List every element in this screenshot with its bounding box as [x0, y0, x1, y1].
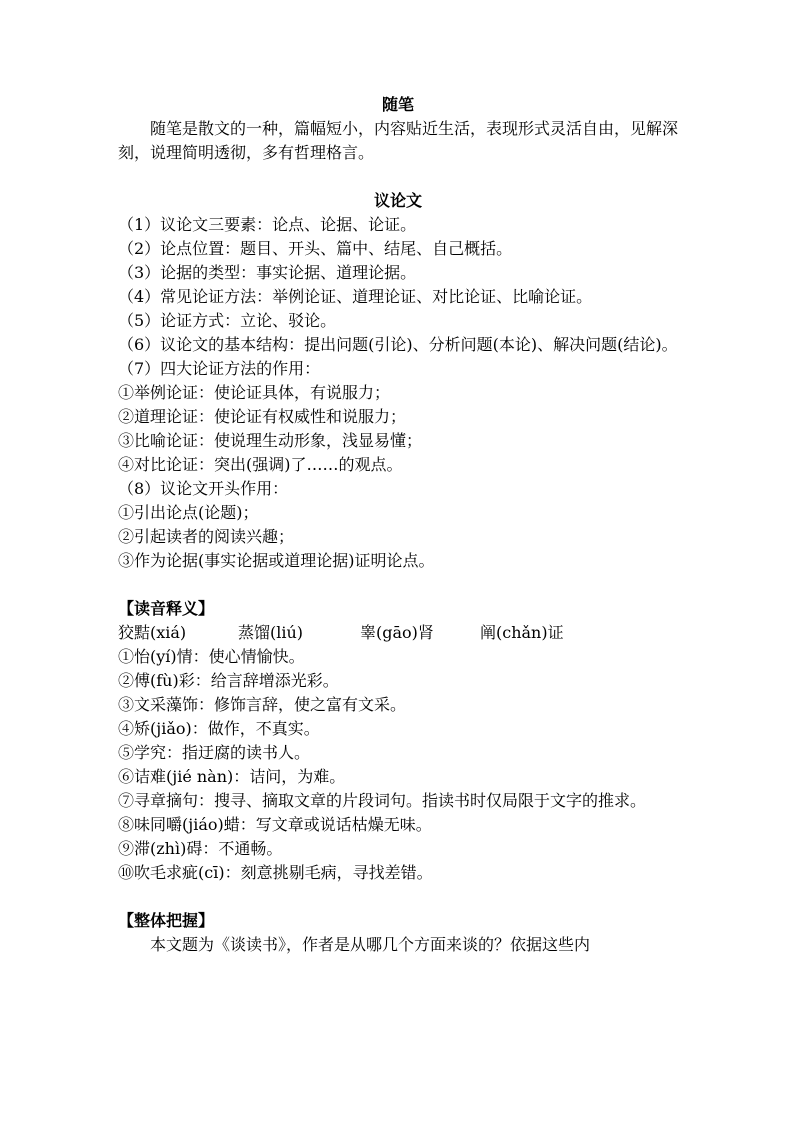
list-item: （1）议论文三要素：论点、论据、论证。 — [118, 215, 417, 234]
list-item: ⑤学究：指迂腐的读书人。 — [118, 743, 311, 762]
list-item: （3）论据的类型：事实论据、道理论据。 — [118, 263, 417, 282]
list-item: ⑩吹毛求疵(cī)：刻意挑剔毛病，寻找差错。 — [118, 863, 433, 882]
list-item: ①怡(yí)情：使心情愉快。 — [118, 647, 305, 666]
section-heading-zhengti: 【整体把握】 — [118, 911, 215, 930]
list-item: ⑥诘难(jié nàn)：诘问，为难。 — [118, 767, 346, 786]
pinyin-word: 睾(gāo)肾 — [360, 623, 434, 642]
list-item: ②引起读者的阅读兴趣； — [118, 527, 295, 546]
list-item: ⑦寻章摘句：搜寻、摘取文章的片段词句。指读书时仅局限于文字的推求。 — [118, 791, 647, 810]
pinyin-word: 阐(chǎn)证 — [480, 623, 564, 642]
pinyin-word: 蒸馏(liú) — [238, 623, 304, 642]
list-item: （4）常见论证方法：举例论证、道理论证、对比论证、比喻论证。 — [118, 287, 593, 306]
document-content — [118, 93, 678, 957]
list-item: ④矫(jiǎo)：做作，不真实。 — [118, 719, 320, 738]
zhengti-paragraph: 本文题为《谈读书》，作者是从哪几个方面来谈的？依据这些内 — [150, 935, 591, 954]
section-title-yilunwen: 议论文 — [373, 191, 422, 210]
list-item: ③比喻论证：使说理生动形象，浅显易懂； — [118, 431, 423, 450]
pinyin-row — [118, 621, 678, 645]
list-item: （2）论点位置：题目、开头、篇中、结尾、自己概括。 — [118, 239, 513, 258]
list-item: ①引出论点(论题)； — [118, 503, 259, 522]
list-item: （6）议论文的基本结构：提出问题(引论)、分析问题(本论)、解决问题(结论)。 — [118, 335, 678, 354]
list-item: ⑨滞(zhì)碍：不通畅。 — [118, 839, 283, 858]
list-item: ④对比论证：突出(强调)了……的观点。 — [118, 455, 403, 474]
list-item: ③作为论据(事实论据或道理论据)证明论点。 — [118, 551, 435, 570]
list-item: ①举例论证：使论证具体，有说服力； — [118, 383, 391, 402]
list-item: ②傅(fù)彩：给言辞增添光彩。 — [118, 671, 339, 690]
pinyin-word: 狡黠(xiá) — [118, 623, 187, 642]
suibi-paragraph: 随笔是散文的一种，篇幅短小，内容贴近生活，表现形式灵活自由，见解深刻，说理简明透彻，多有哲理格言。 — [118, 119, 679, 162]
list-item: ③文采藻饰：修饰言辞，使之富有文采。 — [118, 695, 407, 714]
list-item: （7）四大论证方法的作用： — [118, 359, 321, 378]
list-item: （8）议论文开头作用： — [118, 479, 289, 498]
list-item: ②道理论证：使论证有权威性和说服力； — [118, 407, 407, 426]
section-title-suibi: 随笔 — [381, 95, 414, 114]
list-item: ⑧味同嚼(jiáo)蜡：写文章或说话枯燥无味。 — [118, 815, 432, 834]
list-item: （5）论证方式：立论、驳论。 — [118, 311, 337, 330]
section-heading-duyin: 【读音释义】 — [118, 599, 215, 618]
